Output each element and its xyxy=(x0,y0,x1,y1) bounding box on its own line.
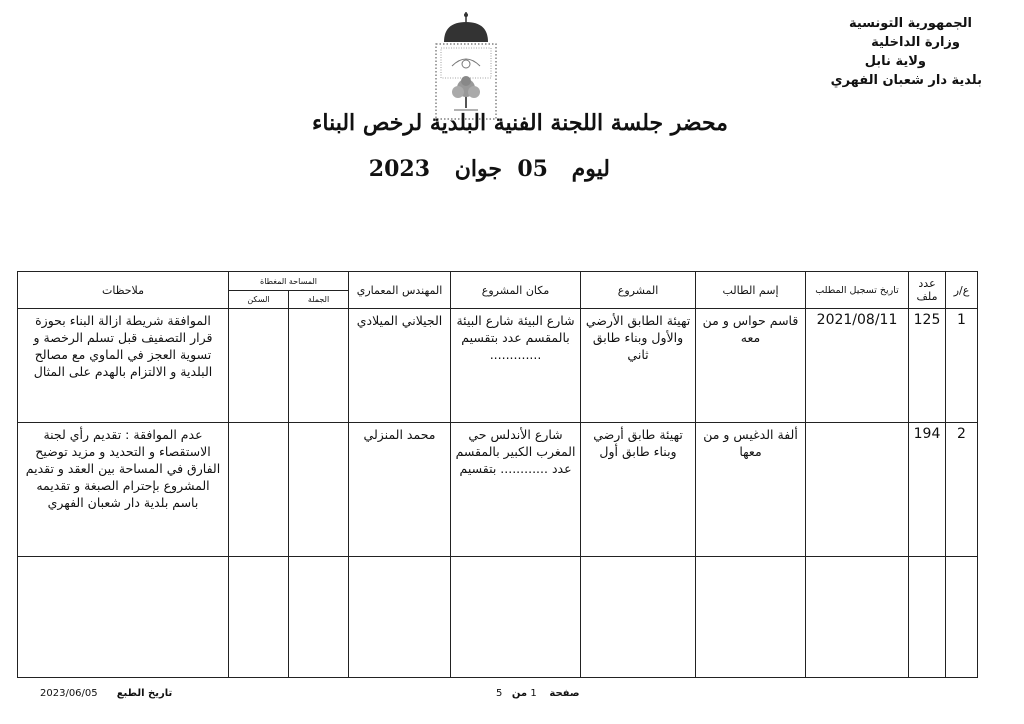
table-row xyxy=(18,309,978,423)
col-header-applicant: إسم الطالب xyxy=(696,272,806,309)
document-title: محضر جلسة اللجنة الفنية البلدية لرخص البناء xyxy=(312,110,728,136)
cell-reg-date xyxy=(806,423,909,557)
header-line-republic: الجمهورية التونسية xyxy=(848,16,972,31)
cell-location: شارع الأندلس حي المغرب الكبير بالمقسم عدد ............ بتقسيم xyxy=(451,423,581,557)
col-header-project: المشروع xyxy=(581,272,696,309)
cell-project: تهيئة الطابق الأرضي والأول وبناء طابق ثاني xyxy=(581,309,696,423)
cell-file-no: 194 xyxy=(909,423,946,557)
date-year: 2023 xyxy=(368,156,430,182)
municipality-emblem-icon xyxy=(430,8,502,123)
col-header-covered-area: المساحة المغطاة xyxy=(229,272,349,291)
col-header-reg-date: تاريخ تسجيل المطلب xyxy=(806,272,909,309)
print-date-value: 2023/06/05 xyxy=(40,688,98,699)
cell-location: شارع البيئة شارع البيئة بالمقسم عدد بتقسيم ............. xyxy=(451,309,581,423)
col-header-notes: ملاحظات xyxy=(18,272,229,309)
cell-file-no: 125 xyxy=(909,309,946,423)
col-header-row-no: ع/ر xyxy=(946,272,978,309)
issuer-header xyxy=(772,14,982,90)
cell-notes: عدم الموافقة : تقديم رأي لجنة الاستقصاء و التحديد و مزيد توضيح الفارق في المساحة بين العقد و تقديم المشروع بإحترام الصبغة و تقديمه باسم بلدية دار شعبان الفهري xyxy=(18,423,229,557)
header-line-municipality: بلدية دار شعبان الفهري xyxy=(830,73,982,88)
table-row xyxy=(18,423,978,557)
page-current: 1 xyxy=(530,688,537,699)
date-day: 05 xyxy=(517,156,548,182)
table-row-empty xyxy=(18,557,978,678)
cell-row-no: 2 xyxy=(946,423,978,557)
col-header-location: مكان المشروع xyxy=(451,272,581,309)
header-line-governorate: ولاية نابل xyxy=(864,54,926,69)
cell-notes: الموافقة شريطة ازالة البناء بحوزة قرار التصفيف قبل تسلم الرخصة و تسوية العجز في الماوي مع مصالح البلدية و الالتزام بالهدم على المثال xyxy=(18,309,229,423)
date-prefix: ليوم xyxy=(571,156,610,182)
col-header-file-no: عدد ملف xyxy=(909,272,946,309)
cell-area-total xyxy=(289,309,349,423)
page-number xyxy=(496,688,580,699)
cell-reg-date: 2021/08/11 xyxy=(806,309,909,423)
page-label: صفحة xyxy=(549,688,580,699)
cell-area-housing xyxy=(229,423,289,557)
page-total: 5 xyxy=(496,688,503,699)
cell-applicant: ألفة الدغيس و من معها xyxy=(696,423,806,557)
col-header-architect: المهندس المعماري xyxy=(349,272,451,309)
print-date xyxy=(40,688,172,699)
cell-area-total xyxy=(289,423,349,557)
cell-applicant: قاسم حواس و من معه xyxy=(696,309,806,423)
date-month: جوان xyxy=(454,156,502,182)
cell-architect: محمد المنزلي xyxy=(349,423,451,557)
col-header-area-housing: السكن xyxy=(229,291,289,309)
cell-architect: الجيلاني الميلادي xyxy=(349,309,451,423)
header-line-ministry: وزارة الداخلية xyxy=(871,35,960,50)
col-header-area-total: الجملة xyxy=(289,291,349,309)
print-date-label: تاريخ الطبع xyxy=(116,688,173,699)
cell-row-no: 1 xyxy=(946,309,978,423)
cell-area-housing xyxy=(229,309,289,423)
page-of: من xyxy=(511,688,528,699)
cell-project: تهيئة طابق أرضي وبناء طابق أول xyxy=(581,423,696,557)
permits-table xyxy=(17,271,978,678)
